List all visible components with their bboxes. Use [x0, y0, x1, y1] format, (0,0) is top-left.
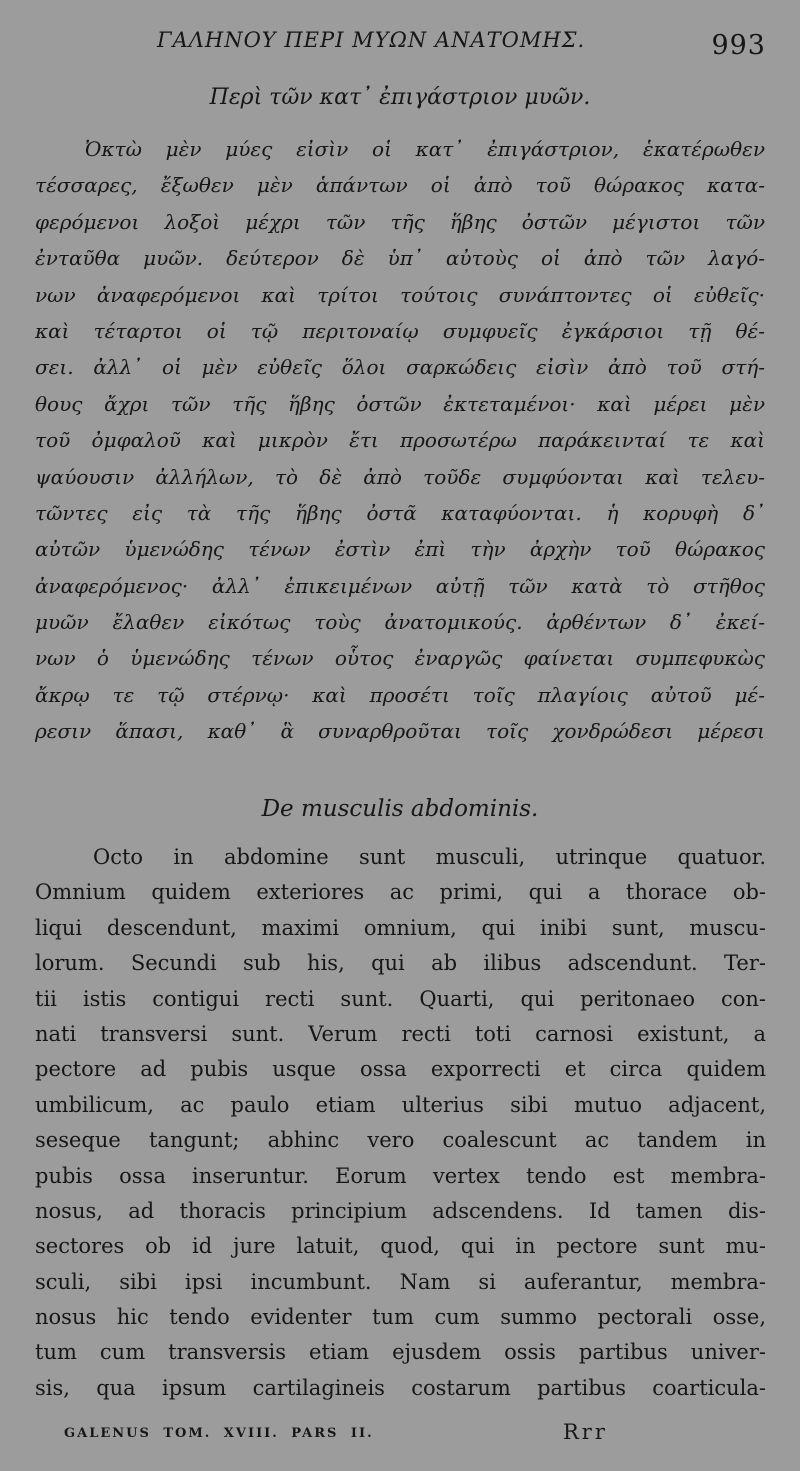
- greek-line: φερόμενοι λοξοὶ μέχρι τῶν τῆς ἥβης ὀστῶν μέγιστοι τῶν: [35, 209, 765, 234]
- latin-line: lorum. Secundi sub his, qui ab ilibus adscendunt. Ter-: [35, 951, 766, 976]
- latin-line: tii istis contigui recti sunt. Quarti, qui peritonaeo con-: [35, 986, 766, 1011]
- greek-line: νων ὁ ὑμενώδης τένων οὗτος ἐναργῶς φαίνεται συμπεφυκὼς: [35, 646, 765, 671]
- running-head: ΓΑΛΗΝΟΥ ΠΕΡΙ ΜΥΩΝ ΑΝΑΤΟΜΗΣ.: [157, 28, 586, 52]
- page-footer: [0, 1420, 800, 1450]
- latin-line: seseque tangunt; abhinc vero coalescunt ac tandem in: [35, 1128, 766, 1153]
- greek-line: ἀναφερόμενος· ἀλλ᾽ ἐπικειμένων αὐτῇ τῶν κατὰ τὸ στῆθος: [35, 573, 765, 598]
- greek-section-heading: Περὶ τῶν κατ᾽ ἐπιγάστριον μυῶν.: [209, 85, 591, 110]
- printer-signature: GALENUS TOM. XVIII. PARS II.: [64, 1426, 374, 1441]
- greek-line: Ὀκτὼ μὲν μύες εἰσὶν οἱ κατ᾽ ἐπιγάστριον, ἑκατέρωθεν: [85, 137, 765, 161]
- latin-line: liqui descendunt, maximi omnium, qui inibi sunt, muscu-: [35, 915, 766, 940]
- latin-line: nosus hic tendo evidenter tum cum summo pectorali osse,: [35, 1305, 766, 1330]
- latin-line: umbilicum, ac paulo etiam ulterius sibi mutuo adjacent,: [35, 1092, 766, 1117]
- greek-line: ἄκρῳ τε τῷ στέρνῳ· καὶ προσέτι τοῖς πλαγίοις αὐτοῦ μέ-: [35, 682, 765, 707]
- latin-line: pectore ad pubis usque ossa exporrecti et circa quidem: [35, 1057, 766, 1082]
- greek-line: τέσσαρες, ἔξωθεν μὲν ἁπάντων οἱ ἀπὸ τοῦ θώρακος κατα-: [35, 173, 765, 198]
- greek-line: μυῶν ἔλαθεν εἰκότως τοὺς ἀνατομικούς. ἀρθέντων δ᾽ ἐκεί-: [35, 610, 765, 635]
- sheet-mark: Rrr: [563, 1420, 608, 1444]
- latin-text-block: [35, 840, 766, 1406]
- latin-line: nati transversi sunt. Verum recti toti carnosi existunt, a: [35, 1021, 766, 1046]
- latin-line: nosus, ad thoracis principium adscendens. Id tamen dis-: [35, 1198, 766, 1223]
- greek-line: ψαύουσιν ἀλλήλων, τὸ δὲ ἀπὸ τοῦδε συμφύονται καὶ τελευ-: [35, 464, 765, 489]
- latin-line: pubis ossa inseruntur. Eorum vertex tendo est membra-: [35, 1163, 766, 1188]
- latin-line: tum cum transversis etiam ejusdem ossis partibus univer-: [35, 1340, 766, 1365]
- page-number: 993: [711, 30, 766, 61]
- greek-line: ἐνταῦθα μυῶν. δεύτερον δὲ ὑπ᾽ αὐτοὺς οἱ ἀπὸ τῶν λαγό-: [35, 246, 765, 271]
- greek-line: νων ἀναφερόμενοι καὶ τρίτοι τούτοις συνάπτοντες οἱ εὐθεῖς·: [35, 282, 765, 307]
- greek-text-block: [35, 131, 765, 750]
- latin-line: Omnium quidem exteriores ac primi, qui a thorace ob-: [35, 880, 766, 905]
- latin-line: sectores ob id jure latuit, quod, qui in pectore sunt mu-: [35, 1234, 766, 1259]
- greek-line: ρεσιν ἅπασι, καθ᾽ ἃ συναρθροῦται τοῖς χονδρώδεσι μέρεσι: [35, 719, 765, 744]
- latin-line: sculi, sibi ipsi incumbunt. Nam si auferantur, membra-: [35, 1269, 766, 1294]
- latin-line: sis, qua ipsum cartilagineis costarum partibus coarticula-: [35, 1375, 766, 1400]
- greek-line: τοῦ ὀμφαλοῦ καὶ μικρὸν ἔτι προσωτέρω παράκεινταί τε καὶ: [35, 428, 765, 453]
- greek-line: τῶντες εἰς τὰ τῆς ἥβης ὀστᾶ καταφύονται. ἡ κορυφὴ δ᾽: [35, 500, 765, 525]
- greek-line: σει. ἀλλ᾽ οἱ μὲν εὐθεῖς ὅλοι σαρκώδεις εἰσὶν ἀπὸ τοῦ στή-: [35, 355, 765, 380]
- greek-line: θους ἄχρι τῶν τῆς ἥβης ὀστῶν ἐκτεταμένοι· καὶ μέρει μὲν: [35, 391, 765, 416]
- latin-section-heading: De musculis abdominis.: [261, 796, 539, 822]
- latin-line: Octo in abdomine sunt musculi, utrinque quatuor.: [93, 845, 766, 869]
- greek-line: καὶ τέταρτοι οἱ τῷ περιτοναίῳ συμφυεῖς ἐγκάρσιοι τῇ θέ-: [35, 318, 765, 343]
- page-header: [0, 28, 800, 68]
- greek-line: αὐτῶν ὑμενώδης τένων ἐστὶν ἐπὶ τὴν ἀρχὴν τοῦ θώρακος: [35, 537, 765, 562]
